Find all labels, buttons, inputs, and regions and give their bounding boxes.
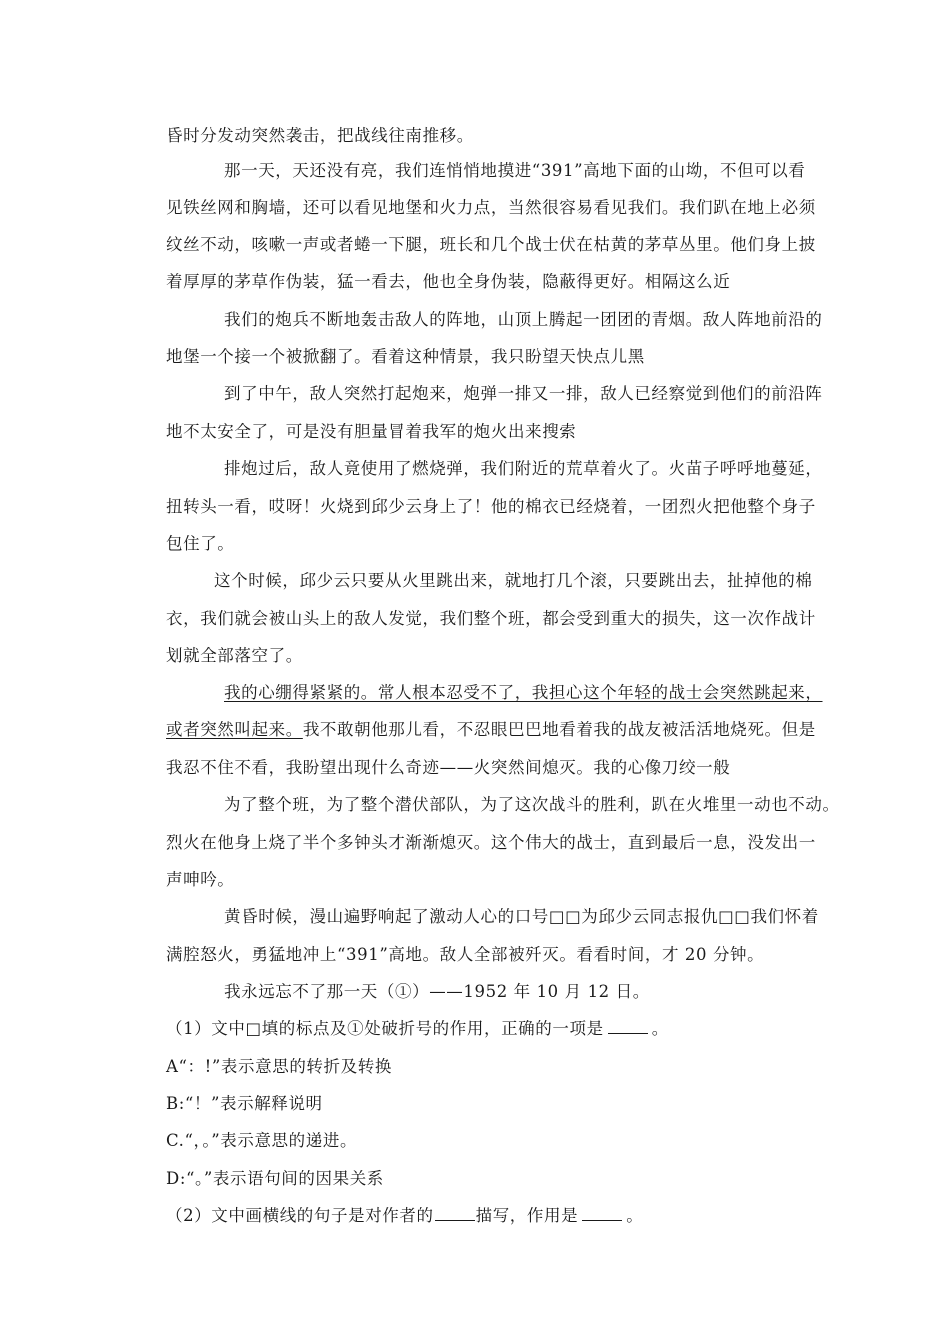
- question-2-part2: 描写，作用是: [475, 1206, 579, 1225]
- paragraph-line: 烈火在他身上烧了半个多钟头才渐渐熄灭。这个伟大的战士，直到最后一息，没发出一: [166, 833, 816, 852]
- line-text: 我不敢朝他那儿看，不忍眼巴巴地看着我的战友被活活地烧死。但是: [302, 720, 816, 739]
- question-2-end: 。: [626, 1206, 644, 1225]
- paragraph-line: 包住了。: [166, 534, 235, 553]
- paragraph-line: 见铁丝网和胸墙，还可以看见地堡和火力点，当然很容易看见我们。我们趴在地上必须: [166, 198, 816, 217]
- answer-blank[interactable]: [435, 1204, 475, 1221]
- question-1-text: （1）文中□填的标点及①处破折号的作用，正确的一项是: [166, 1019, 604, 1038]
- paragraph-line: 我永远忘不了那一天（①）——1952 年 10 月 12 日。: [224, 982, 650, 1001]
- paragraph-line: 为了整个班，为了整个潜伏部队，为了这次战斗的胜利，趴在火堆里一动也不动。: [224, 795, 840, 814]
- option-c: C.“，。”表示意思的递进。: [166, 1131, 358, 1150]
- option-a: A“：!”表示意思的转折及转换: [166, 1057, 392, 1076]
- option-b: B:“！”表示解释说明: [166, 1094, 323, 1113]
- paragraph-line: 满腔怒火，勇猛地冲上“391”高地。敌人全部被歼灭。看看时间，才 20 分钟。: [166, 945, 765, 964]
- paragraph-line: 我忍不住不看，我盼望出现什么奇迹——火突然间熄灭。我的心像刀绞一般: [166, 758, 731, 777]
- paragraph-line: [166, 718, 816, 742]
- question-2: [166, 1204, 816, 1228]
- answer-blank[interactable]: [582, 1204, 622, 1221]
- paragraph-line: 到了中午，敌人突然打起炮来，炮弹一排又一排，敌人已经察觉到他们的前沿阵: [224, 384, 823, 403]
- paragraph-line: 地不太安全了，可是没有胆量冒着我军的炮火出来搜索: [166, 422, 577, 441]
- paragraph-line: 黄昏时候，漫山遍野响起了激动人心的口号□□为邱少云同志报仇□□我们怀着: [224, 907, 819, 926]
- paragraph-line: 我们的炮兵不断地轰击敌人的阵地，山顶上腾起一团团的青烟。敌人阵地前沿的: [224, 310, 823, 329]
- underlined-text: 或者突然叫起来。: [166, 720, 303, 739]
- underlined-sentence-line: [224, 681, 874, 705]
- question-1: [166, 1017, 816, 1041]
- paragraph-line: 排炮过后，敌人竟使用了燃烧弹，我们附近的荒草着火了。火苗子呼呼地蔓延，: [224, 459, 823, 478]
- paragraph-line: 衣，我们就会被山头上的敌人发觉，我们整个班，都会受到重大的损失，这一次作战计: [166, 609, 816, 628]
- option-d: D:“。”表示语句间的因果关系: [166, 1169, 384, 1188]
- underlined-text: 我的心绷得紧紧的。常人根本忍受不了，我担心这个年轻的战士会突然跳起来，: [224, 683, 823, 702]
- paragraph-line: 划就全部落空了。: [166, 646, 303, 665]
- question-1-end: 。: [651, 1019, 669, 1038]
- answer-blank[interactable]: [608, 1017, 648, 1034]
- paragraph-line: 这个时候，邱少云只要从火里跳出来，就地打几个滚，只要跳出去，扯掉他的棉: [214, 571, 813, 590]
- paragraph-line: 那一天，天还没有亮，我们连悄悄地摸进“391”高地下面的山坳，不但可以看: [224, 161, 806, 180]
- question-2-part1: （2）文中画横线的句子是对作者的: [166, 1206, 434, 1225]
- paragraph-line: 着厚厚的茅草作伪装，猛一看去，他也全身伪装，隐蔽得更好。相隔这么近: [166, 272, 731, 291]
- paragraph-line: 地堡一个接一个被掀翻了。看着这种情景，我只盼望天快点儿黑: [166, 347, 645, 366]
- paragraph-line: 声呻吟。: [166, 870, 235, 889]
- paragraph-line: 扭转头一看，哎呀！火烧到邱少云身上了！他的棉衣已经烧着，一团烈火把他整个身子: [166, 497, 816, 516]
- paragraph-line: 纹丝不动，咳嗽一声或者蜷一下腿，班长和几个战士伏在枯黄的茅草丛里。他们身上披: [166, 235, 816, 254]
- paragraph-line: 昏时分发动突然袭击，把战线往南推移。: [166, 126, 474, 145]
